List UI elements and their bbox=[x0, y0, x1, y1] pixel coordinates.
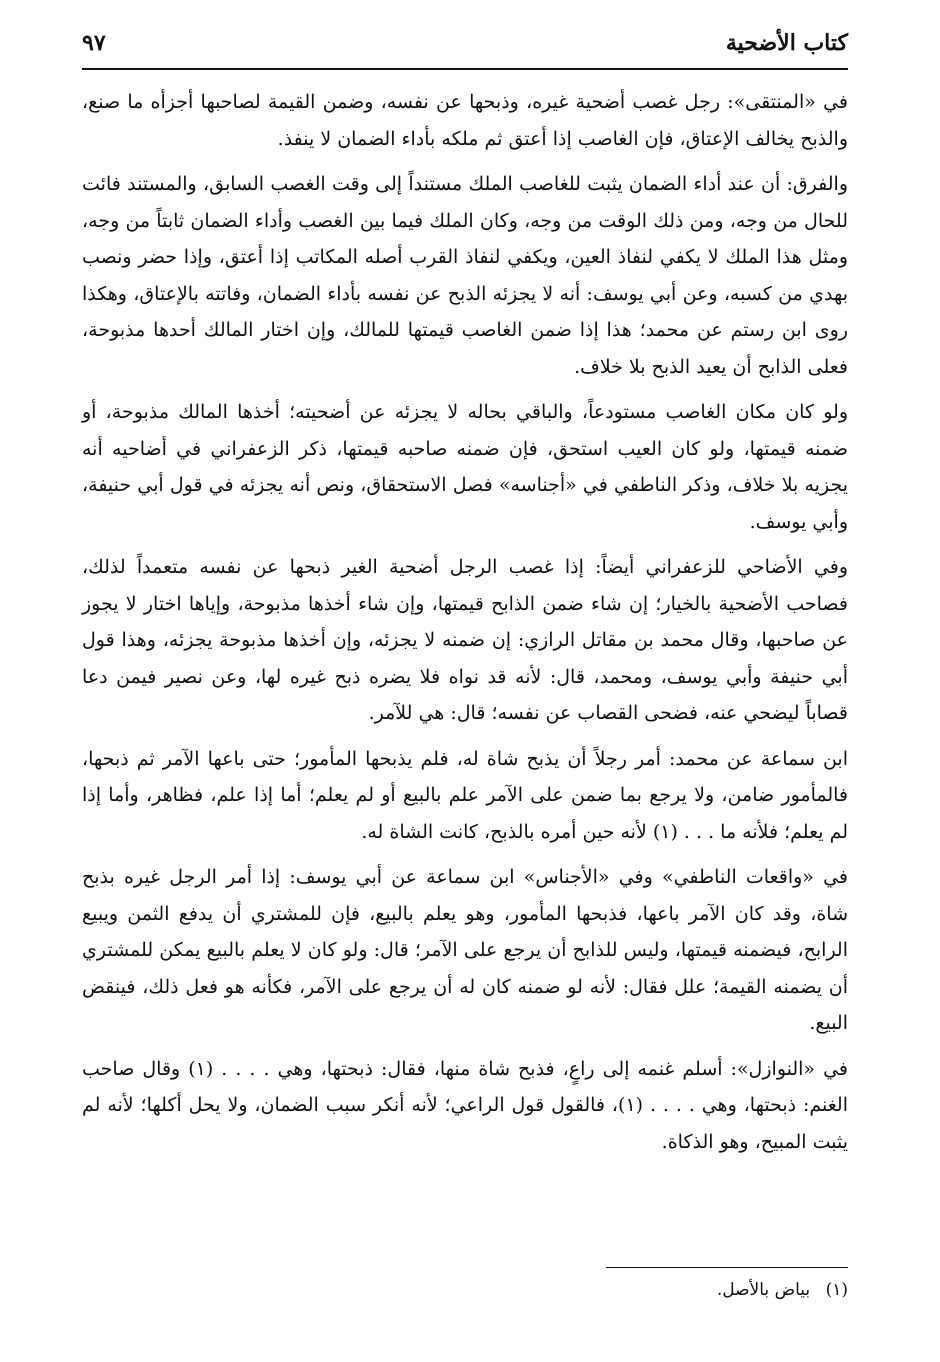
paragraph: وفي الأضاحي للزعفراني أيضاً: إذا غصب الرجل أضحية الغير ذبحها عن نفسه متعمداً لذلك، فصاحب الأضحية بالخيار؛ إن شاء ضمن الذابح قيمتها، وإن شاء أخذها مذبوحة، وإياها اختار لا يجوز عن صاحبها، وقال محمد بن مقاتل الرازي: إن ضمنه لا يجزئه، وإن أخذها مذبوحة يجزئه، وهذا قول أبي حنيفة وأبي يوسف، ومحمد، قال: لأنه قد نواه فلا يضره ذبح غيره لها، وعن نصير فيمن دعا قصاباً ليضحي عنه، فضحى القصاب عن نفسه؛ قال: هي للآمر. bbox=[82, 556, 848, 724]
paragraph: ابن سماعة عن محمد: أمر رجلاً أن يذبح شاة له، فلم يذبحها المأمور؛ حتى باعها الآمر ثم ذبحها، فالمأمور ضامن، ولا يرجع بما ضمن على الآمر علم بالبيع أو لم يعلم؛ أما إذا علم، فظاهر، وأما إذا لم يعلم؛ فلأنه ما . . . (١) لأنه حين أمره بالذبح، كانت الشاة له. bbox=[82, 747, 848, 843]
paragraph: ولو كان مكان الغاصب مستودعاً، والباقي بحاله لا يجزئه عن أضحيته؛ أخذها المالك مذبوحة، أو ضمنه قيمتها، ولو كان العيب استحق، فإن ضمنه صاحبه قيمتها، ذكر الزعفراني في أضاحيه أنه يجزيه بلا خلاف، وذكر الناطفي في «أجناسه» فصل الاستحقاق، ونص أنه يجزئه في قول أبي حنيفة، وأبي يوسف. bbox=[82, 401, 848, 533]
footnote bbox=[348, 1274, 848, 1306]
footnote-number: (١) bbox=[825, 1280, 848, 1300]
paragraph: في «النوازل»: أسلم غنمه إلى راعٍ، فذبح شاة منها، فقال: ذبحتها، وهي . . . . (١) وقال صاحب الغنم: ذبحتها، وهي . . . . (١)، فالقول قول الراعي؛ لأنه أنكر سبب الضمان، ولا يحل أكلها؛ لأنه لم يثبت المبيح، وهو الذكاة. bbox=[82, 1057, 848, 1153]
page-header bbox=[82, 24, 848, 70]
paragraph: في «واقعات الناطفي» وفي «الأجناس» ابن سماعة عن أبي يوسف: إذا أمر الرجل غيره بذبح شاة، وقد كان الآمر باعها، فذبحها المأمور، وهو يعلم بالبيع، فإن للمشتري أن يدفع الثمن ويبيع الرابح، فيضمنه قيمتها، وليس للذابح أن يرجع على الآمر؛ قال: ولو كان لا يعلم بالبيع يمكن للمشتري أن يضمنه القيمة؛ علل فقال: لأنه لو ضمنه كان له أن يرجع على الآمر، فكأنه هو فعل ذلك، فينقض البيع. bbox=[82, 866, 848, 1034]
paragraph: والفرق: أن عند أداء الضمان يثبت للغاصب الملك مستنداً إلى وقت الغصب السابق، والمستند فائت للحال من وجه، ومن ذلك الوقت من وجه، وكان الملك فيما بين الغصب وأداء الضمان ثابتاً من وجه، ومثل هذا الملك لا يكفي لنفاذ العين، ويكفي لنفاذ القرب أصله المكاتب إذا أعتق، وإذا حضر ونصب بهدي من كسبه، وعن أبي يوسف: أنه لا يجزئه الذبح عن نفسه بأداء الضمان، وفاتته بالإعتاق، وهكذا روى ابن رستم عن محمد؛ هذا إذا ضمن الغاصب قيمتها للمالك، وإن اختار المالك أحدها مذبوحة، فعلى الذابح أن يعيد الذبح بلا خلاف. bbox=[82, 173, 848, 378]
main-text bbox=[82, 84, 848, 1169]
paragraph: في «المنتقى»: رجل غصب أضحية غيره، وذبحها عن نفسه، وضمن القيمة لصاحبها أجزأه ما صنع، والذبح يخالف الإعتاق، فإن الغاصب إذا أعتق ثم ملكه بأداء الضمان لا ينفذ. bbox=[82, 91, 848, 150]
page-number: ٩٧ bbox=[82, 30, 106, 56]
running-title: كتاب الأضحية bbox=[725, 30, 848, 56]
footnote-divider bbox=[606, 1267, 848, 1268]
footnote-text: بياض بالأصل. bbox=[716, 1280, 811, 1300]
